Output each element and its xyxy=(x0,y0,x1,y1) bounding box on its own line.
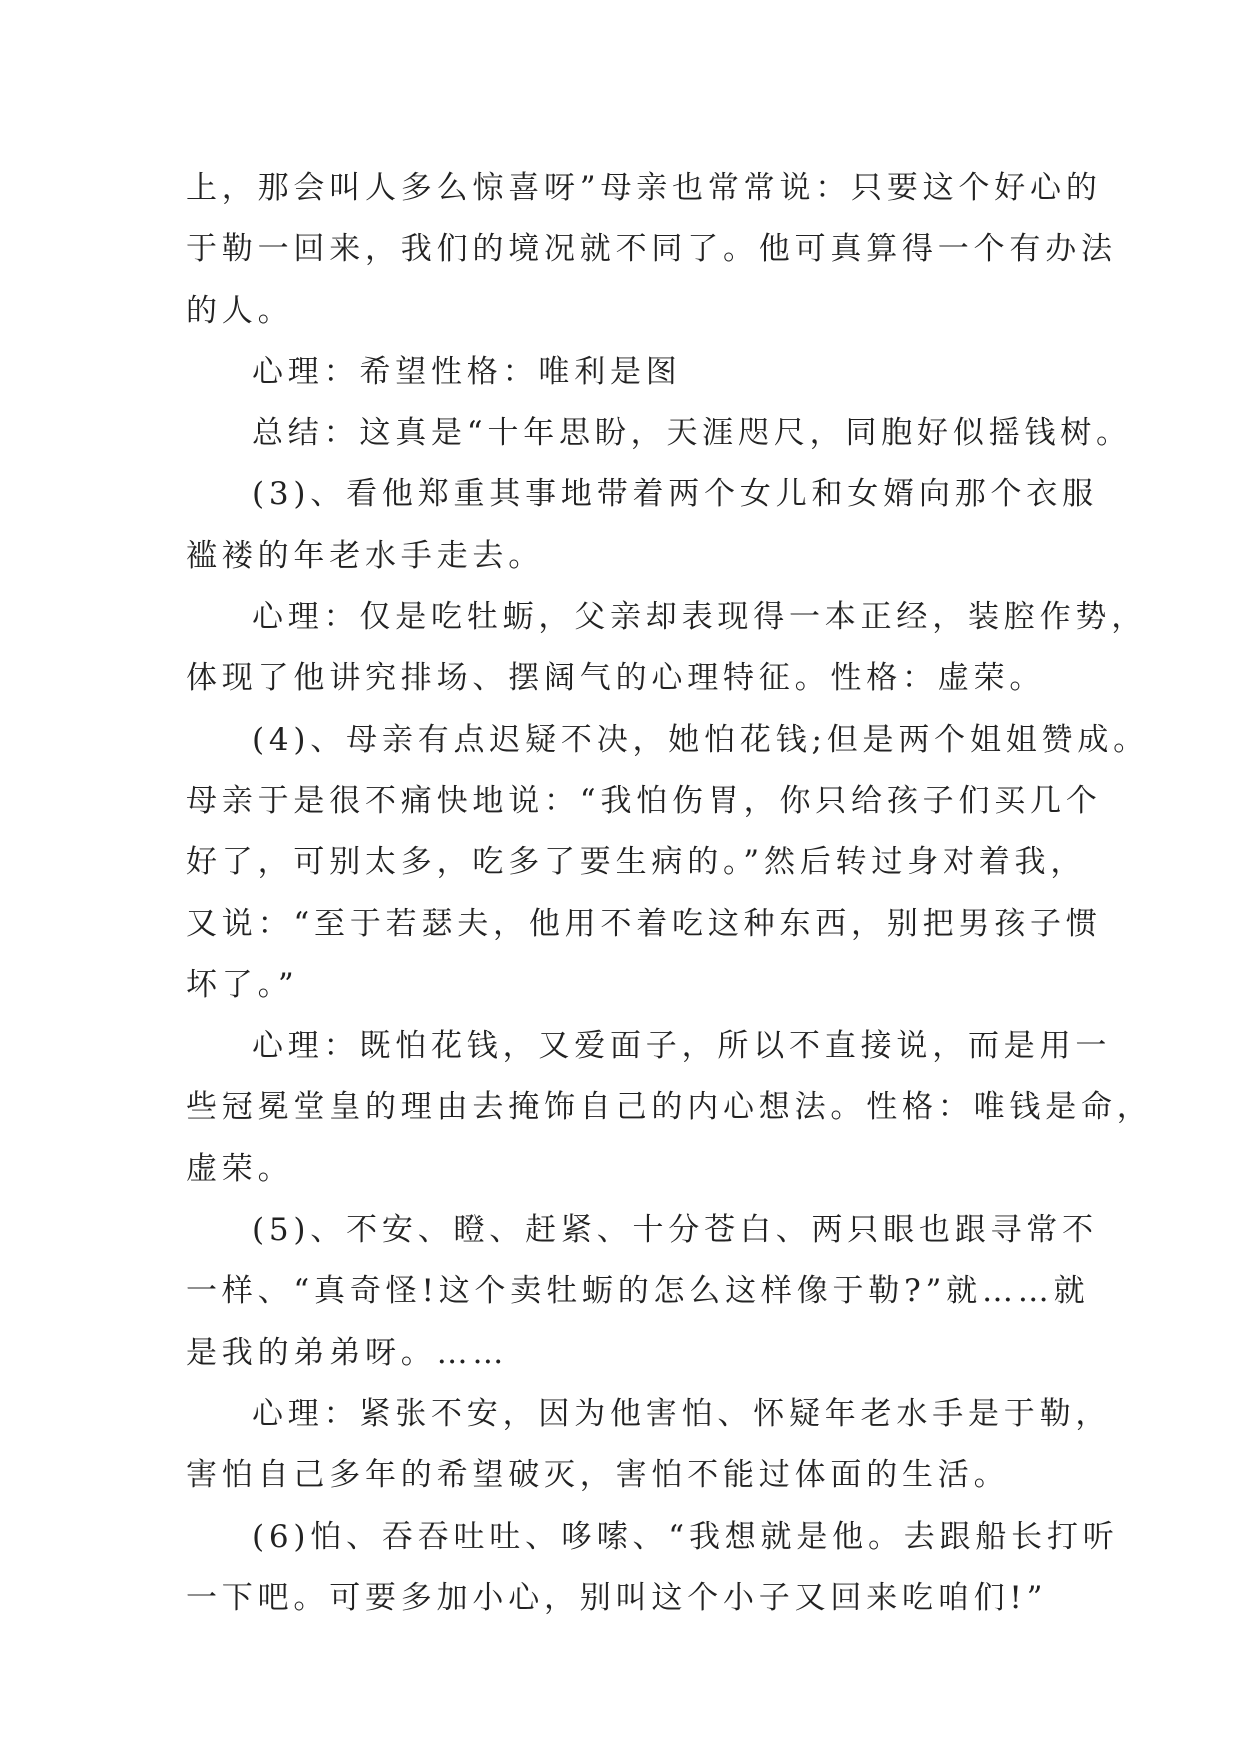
text-line: 又说：“至于若瑟夫，他用不着吃这种东西，别把男孩子惯 xyxy=(186,905,1102,942)
text-line: 心理：希望性格：唯利是图 xyxy=(252,353,682,390)
text-line: 总结：这真是“十年思盼，天涯咫尺，同胞好似摇钱树。 xyxy=(252,415,1132,452)
text-line: 一样、“真奇怪!这个卖牡蛎的怎么这样像于勒?”就……就 xyxy=(186,1273,1090,1310)
text-line: (3)、看他郑重其事地带着两个女儿和女婿向那个衣服 xyxy=(252,476,1098,513)
text-line: 母亲于是很不痛快地说：“我怕伤胃，你只给孩子们买几个 xyxy=(186,782,1102,819)
text-line: 心理：紧张不安，因为他害怕、怀疑年老水手是于勒， xyxy=(252,1395,1112,1432)
text-line: 的人。 xyxy=(186,292,294,329)
text-line: 坏了。” xyxy=(186,966,299,1003)
text-line: 是我的弟弟呀。…… xyxy=(186,1334,509,1371)
text-line: 于勒一回来，我们的境况就不同了。他可真算得一个有办法 xyxy=(186,231,1117,268)
text-line: 些冠冕堂皇的理由去掩饰自己的内心想法。性格：唯钱是命， xyxy=(186,1089,1153,1126)
text-line: (6)怕、吞吞吐吐、哆嗦、“我想就是他。去跟船长打听 xyxy=(252,1518,1119,1555)
text-line: 心理：仅是吃牡蛎，父亲却表现得一本正经，装腔作势， xyxy=(252,599,1147,636)
text-line: 好了，可别太多，吃多了要生病的。”然后转过身对着我， xyxy=(186,844,1087,881)
text-line: 心理：既怕花钱，又爱面子，所以不直接说，而是用一 xyxy=(252,1028,1112,1065)
text-line: (4)、母亲有点迟疑不决，她怕花钱;但是两个姐姐赞成。 xyxy=(252,721,1149,758)
text-line: 褴褛的年老水手走去。 xyxy=(186,537,544,574)
text-line: 害怕自己多年的希望破灭，害怕不能过体面的生活。 xyxy=(186,1457,1010,1494)
text-line: 一下吧。可要多加小心，别叫这个小子又回来吃咱们!” xyxy=(186,1579,1048,1616)
text-line: 虚荣。 xyxy=(186,1150,294,1187)
text-line: (5)、不安、瞪、赶紧、十分苍白、两只眼也跟寻常不 xyxy=(252,1212,1098,1249)
text-line: 上，那会叫人多么惊喜呀”母亲也常常说：只要这个好心的 xyxy=(186,170,1102,206)
text-line: 体现了他讲究排场、摆阔气的心理特征。性格：虚荣。 xyxy=(186,660,1046,697)
document-body xyxy=(186,158,1153,1629)
